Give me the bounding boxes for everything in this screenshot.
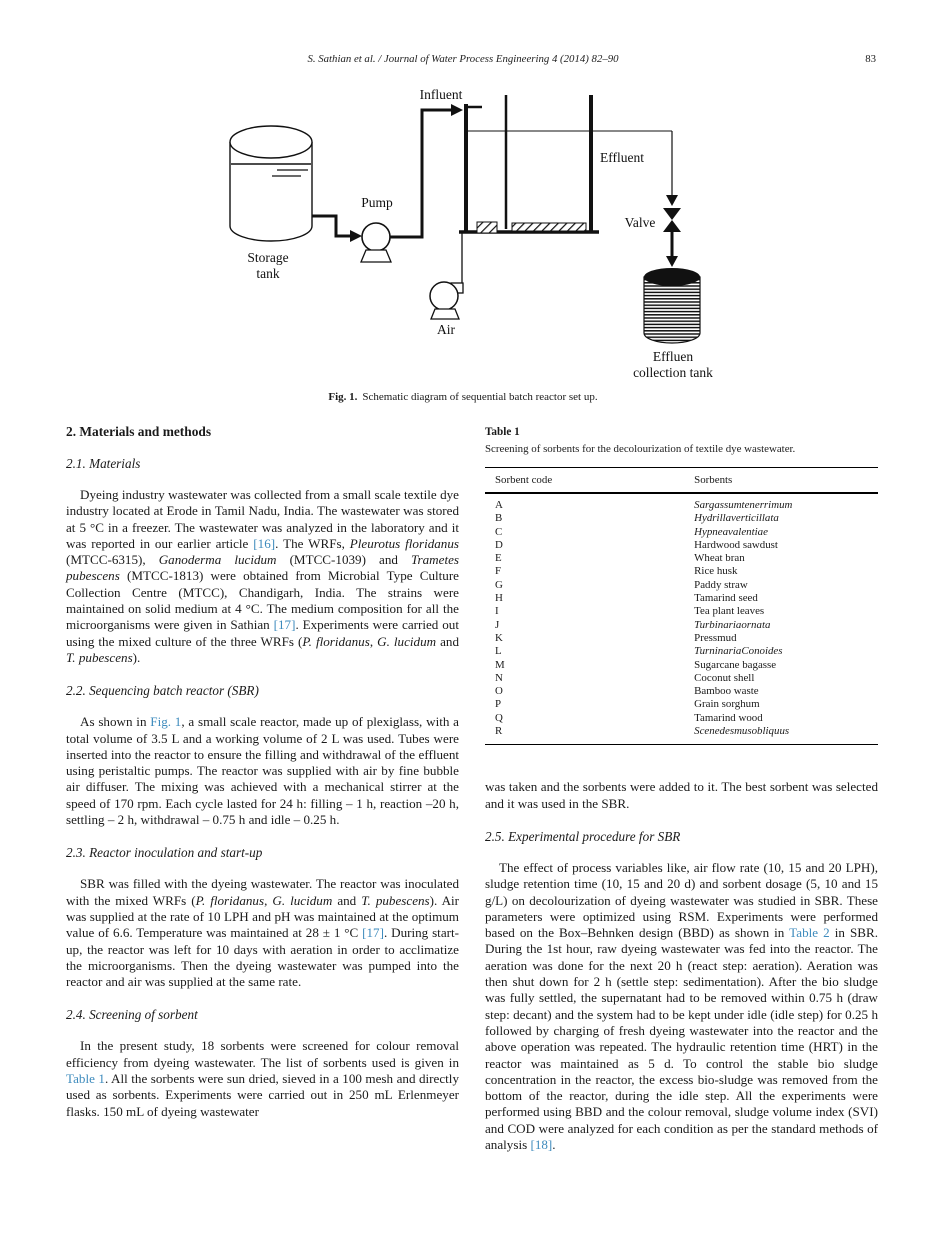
paragraph-screening: In the present study, 18 sorbents were screened for colour removal efficiency from dyeing wastewater. The list of sorbents used is given in Table 1. All the sorbents were sun dried, sieved in a 100 mesh and directly used as sorbents. Experiments were carried out in 250 mL Erlenmeyer flasks. 150 mL of dyeing wastewater — [66, 1038, 459, 1119]
left-column — [66, 424, 459, 1153]
sorbent-code-cell: G — [495, 578, 503, 591]
column-header-sorbent-code: Sorbent code — [495, 474, 553, 486]
sorbent-name-cell: Paddy straw — [694, 578, 748, 591]
air-diffuser — [512, 223, 586, 231]
storage-tank-label-line1: Storage — [247, 250, 289, 265]
sorbent-name-cell: Scenedesmusobliquus — [694, 725, 790, 738]
sorbent-code-cell: K — [495, 631, 503, 644]
sorbent-code-cell: J — [495, 618, 500, 631]
citation-link[interactable]: [18] — [530, 1136, 553, 1152]
sorbent-code-cell: E — [495, 552, 502, 565]
pump-label: Pump — [361, 195, 393, 210]
pump-outlet-pipe — [390, 104, 463, 237]
table-row — [495, 712, 878, 725]
table-row — [495, 499, 878, 512]
table-row — [495, 605, 878, 618]
section-2-1-heading: 2.1. Materials — [66, 456, 141, 471]
sorbent-code-cell: L — [495, 645, 502, 658]
citation-link[interactable]: Fig. 1 — [150, 714, 182, 730]
sorbent-code-cell: M — [495, 658, 505, 671]
table-row — [495, 619, 878, 632]
storage-tank — [230, 126, 312, 241]
citation-link[interactable]: Table 2 — [789, 925, 830, 941]
sorbent-code-cell: P — [495, 698, 502, 711]
sorbent-code-cell: A — [495, 499, 503, 511]
table-row — [495, 552, 878, 565]
section-2-4-heading: 2.4. Screening of sorbent — [66, 1007, 198, 1023]
table-row — [495, 645, 878, 658]
sorbent-name-cell: Wheat bran — [694, 552, 745, 565]
citation-link[interactable]: [16] — [253, 535, 276, 551]
sorbent-name-cell: Hydrillaverticillata — [694, 512, 779, 525]
sorbent-name-cell: Sargassumtenerrimum — [694, 499, 793, 511]
citation-link[interactable]: [17] — [273, 617, 296, 633]
table-row — [495, 526, 878, 539]
figure-1-caption-label: Fig. 1. — [328, 391, 358, 403]
collection-tank-label-line1: Effluen — [652, 349, 694, 364]
sorbent-code-cell: B — [495, 512, 503, 525]
sorbent-code-cell: F — [495, 565, 502, 578]
table-row — [495, 698, 878, 711]
sorbent-code-cell: Q — [495, 711, 503, 724]
sorbent-code-cell: H — [495, 592, 503, 605]
table-1-caption: Screening of sorbents for the decolourization of textile dye wastewater. — [485, 443, 796, 455]
paragraph-materials: Dyeing industry wastewater was collected from a small scale textile dye industry located at Erode in Tamil Nadu, India. The wastewater was stored at 5 °C in a freezer. The wastewater was analyzed in the laboratory and it was reported in our earlier article [16]. The WRFs, Pleurotus floridanus (MTCC-6315), Ganoderma lucidum (MTCC-1039) and Trametes pubescens (MTCC-1813) were obtained from Microbial Type Culture Collection Centre (MTCC), Chandigarh, India. The strains were maintained on solid medium at 4 °C. The medium composition for all the microorganisms were given in Sathian [17]. Experiments were carried out using the mixed culture of the three WRFs (P. floridanus, G. lucidum and T. pubescens). — [66, 487, 460, 665]
table-row — [495, 512, 878, 525]
valve-label: Valve — [624, 215, 656, 230]
right-column — [485, 424, 878, 1153]
sorbent-name-cell: Tamarind wood — [694, 711, 763, 724]
sorbent-name-cell: Turbinariaornata — [694, 618, 771, 631]
running-head: S. Sathian et al. / Journal of Water Process Engineering 4 (2014) 82–90 — [307, 53, 619, 65]
table-row — [495, 565, 878, 578]
sorbent-name-cell: Hardwood sawdust — [694, 538, 778, 551]
sorbent-code-cell: D — [495, 538, 503, 551]
effluent-line — [666, 131, 678, 206]
figure-1-caption — [0, 391, 926, 403]
effluent-collection-tank — [644, 268, 700, 343]
column-header-sorbents: Sorbents — [694, 474, 733, 486]
table-row — [495, 632, 878, 645]
effluent-label: Effluent — [600, 150, 644, 165]
sorbent-name-cell: Pressmud — [694, 631, 737, 644]
section-2-heading: 2. Materials and methods — [66, 424, 212, 439]
influent-label: Influent — [419, 87, 463, 102]
two-column-body — [66, 424, 878, 1153]
air-blower-icon — [430, 233, 463, 319]
paragraph-inoculation: SBR was filled with the dyeing wastewater. The reactor was inoculated with the mixed WRFs (P. floridanus, G. lucidum and T. pubescens). Air was supplied at the rate of 10 LPH and pH was maintained at the optimum value of 6.6. Temperature was maintained at 28 ± 1 °C [17]. During start-up, the reactor was left for 10 days with aeration in order to acclimatize the microorganisms. Then the dyeing wastewater was pumped into the reactor and air was supplied at the same rate. — [66, 876, 460, 990]
sorbent-name-cell: TurninariaConoides — [694, 645, 783, 658]
paragraph-experimental-procedure: The effect of process variables like, air flow rate (10, 15 and 20 LPH), sludge retention time (10, 15 and 20 d) and sorbent dosage (5, 10 and 15 g/L) on decolourization of dyeing wastewater was studied in SBR. These parameters were optimized using RSM. Experiments were performed based on the Box–Behnken design (BBD) as shown in Table 2 in SBR. During the 1st hour, raw dyeing wastewater was fed into the reactor. The aeration was done for the next 20 h (react step: aeration). Aeration was then shut down for 2 h (settle step: sedimentation). After the bio sludge was fully settled, the supernatant had to be removed within 0.75 h (draw step: decant) and the system had to be kept under idle (idle step) for 0.25 h followed by charging of fresh dyeing wastewater into the reactor and the above operation was repeated. The hydraulic retention time (HRT) in the reactor was maintained as 5 d. To control the stable bio sludge concentration in the reactor, the excess bio-sludge was removed from the bottom of the reactor, during the idle step. All the experiments were performed using BBD and the colour removal, sludge volume index (SVI) and COD were analyzed for each condition as per the standard methods of analysis [18]. — [485, 859, 878, 1152]
sorbent-name-cell: Hypneavalentiae — [694, 525, 768, 538]
table-1-header-row — [485, 468, 878, 494]
sorbent-name-cell: Rice husk — [694, 565, 738, 578]
table-1 — [485, 467, 878, 745]
table-1-label: Table 1 — [485, 426, 520, 438]
valve-icon — [663, 208, 681, 267]
sorbent-code-cell: O — [495, 685, 503, 698]
sorbent-code-cell: N — [495, 671, 503, 684]
influent-pipe — [312, 216, 362, 242]
table-row — [495, 539, 878, 552]
air-label: Air — [437, 322, 455, 337]
citation-link[interactable]: Table 1 — [66, 1071, 105, 1087]
sorbent-name-cell: Tamarind seed — [694, 592, 758, 605]
sorbent-name-cell: Tea plant leaves — [694, 605, 765, 618]
citation-link[interactable]: [17] — [362, 925, 384, 941]
sorbent-code-cell: C — [495, 525, 503, 538]
sorbent-name-cell: Coconut shell — [694, 671, 755, 684]
sorbent-name-cell: Sugarcane bagasse — [694, 658, 777, 671]
sorbent-code-cell: R — [495, 725, 503, 738]
page-number: 83 — [865, 53, 876, 65]
storage-tank-label-line2: tank — [256, 266, 280, 281]
section-2-5-heading: 2.5. Experimental procedure for SBR — [485, 828, 681, 844]
paragraph-screening-continued: was taken and the sorbents were added to it. The best sorbent was selected and it was used in the SBR. — [485, 779, 878, 811]
table-row — [495, 685, 878, 698]
sorbent-name-cell: Grain sorghum — [694, 698, 760, 711]
table-row — [495, 659, 878, 672]
figure-1-caption-text: Schematic diagram of sequential batch reactor set up. — [362, 391, 598, 403]
table-row — [495, 672, 878, 685]
section-2-3-heading: 2.3. Reactor inoculation and start-up — [66, 845, 263, 861]
paragraph-sbr: As shown in Fig. 1, a small scale reactor, made up of plexiglass, with a total volume of 3.5 L and a working volume of 2 L was used. Tubes were inserted into the reactor to ensure the filling and withdrawal of the effluent using peristaltic pumps. The reactor was supplied with air by fine bubble air diffuser. The mixing was achieved with a mechanical stirrer at the speed of 170 rpm. Each cycle lasted for 24 h: filling – 1 h, reaction –20 h, settling – 2 h, withdrawal – 0.75 h and idle – 0.25 h. — [66, 714, 459, 828]
table-row — [495, 725, 878, 738]
table-row — [495, 579, 878, 592]
sorbent-name-cell: Bamboo waste — [694, 685, 759, 698]
sorbent-code-cell: I — [495, 605, 499, 618]
pump-icon — [361, 223, 391, 262]
table-1-body — [485, 494, 878, 745]
table-row — [495, 592, 878, 605]
collection-tank-label-line2: collection tank — [633, 365, 713, 380]
figure-1-schematic — [218, 74, 728, 394]
section-2-2-heading: 2.2. Sequencing batch reactor (SBR) — [66, 683, 259, 699]
